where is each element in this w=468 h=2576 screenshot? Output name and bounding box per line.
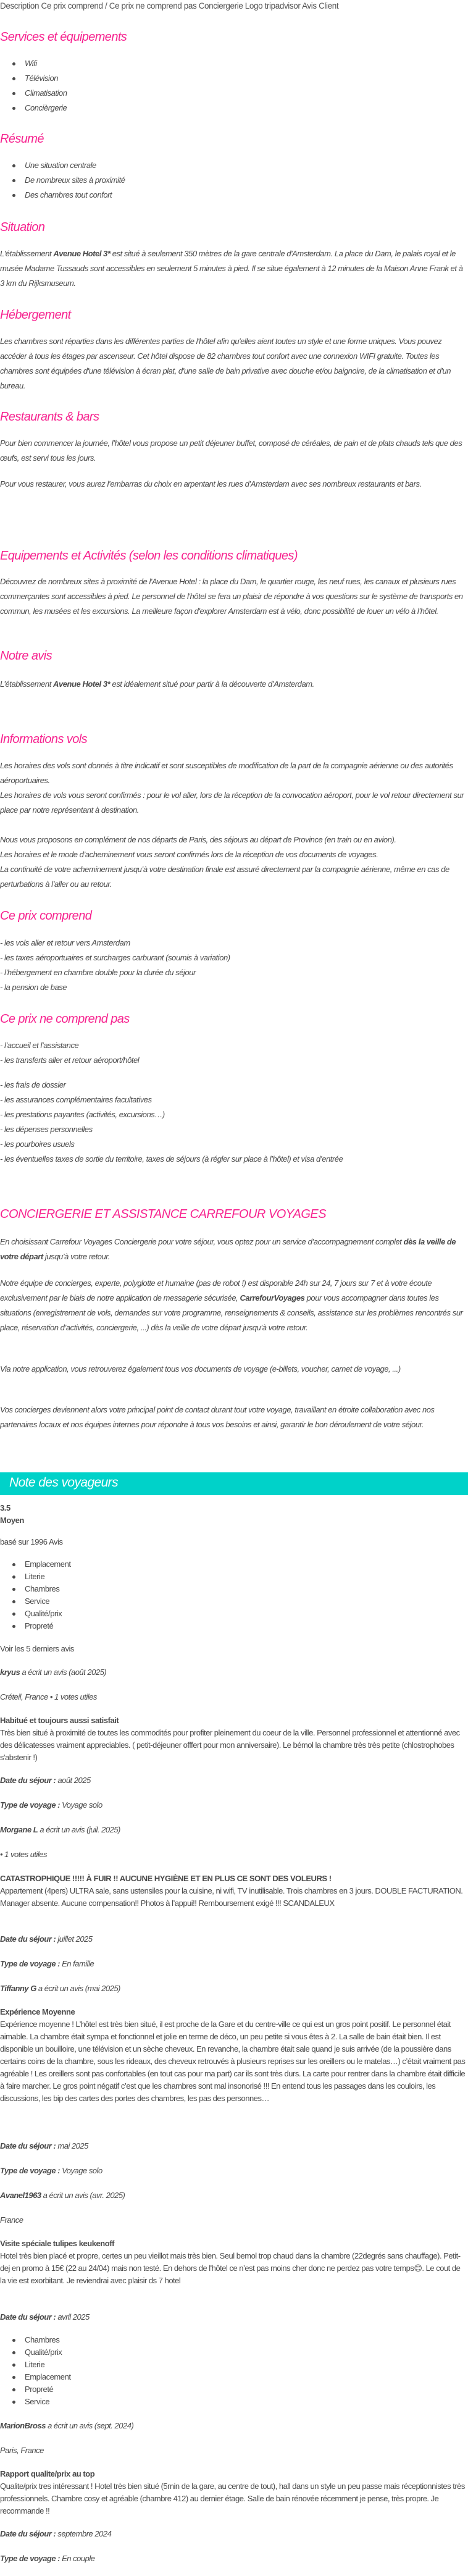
nav-description[interactable]: Description bbox=[0, 1, 40, 10]
criteria-item: Chambres bbox=[0, 2334, 71, 2346]
services-heading: Services et équipements bbox=[0, 30, 127, 44]
criteria-item: Literie bbox=[0, 2359, 71, 2371]
review-body: Appartement (4pers) ULTRA sale, sans ustensiles pour la cuisine, ni wifi, TV inutilisable. Trois chambres en 3 jours. DOUBLE FACTURATION. Manager absente. Aucune compensation!! Photos à l’appui!! Remboursement exigé !!! SCANDALEUX bbox=[0, 1886, 463, 1908]
review-trip-type: Type de voyage : Voyage solo bbox=[0, 1800, 102, 1810]
review-title: Rapport qualite/prix au top bbox=[0, 2469, 95, 2478]
hebergement-text: Les chambres sont réparties dans les différentes parties de l'hôtel afin qu'elles aient toutes un style et une forme uniques. Vous pouvez accéder à tous les étages par ascenseur. Cet hôtel dispose de 82 chambres tout confort avec une connexion WIFI gratuite. Toutes les chambres sont équipées d'une télévision à écran plat, d'une salle de bain privative avec douche et/ou baignoire, de la climatisation et d'un bureau. bbox=[0, 337, 451, 390]
conciergerie-text-1: En choisissant Carrefour Voyages Conciergerie pour votre séjour, vous optez pour un service d’accompagnement complet dès la veille de votre départ jusqu’à votre retour. bbox=[0, 1237, 456, 1261]
list-item: Des chambres tout confort bbox=[0, 188, 125, 203]
hotel-name: Avenue Hotel 3* bbox=[53, 679, 111, 689]
prix-comprend-item: - la pension de base bbox=[0, 983, 67, 992]
list-item: Télévision bbox=[0, 71, 67, 86]
review-title: Visite spéciale tulipes keukenoff bbox=[0, 2239, 115, 2248]
criteria-item: Chambres bbox=[0, 1583, 71, 1595]
review-score: 3.5 bbox=[0, 1503, 10, 1512]
restaurants-text-1: Pour bien commencer la journée, l’hôtel vous propose un petit déjeuner buffet, composé de céréales, de pain et de plats chauds tels que des œufs, est servi tous les jours. bbox=[0, 438, 462, 463]
carrefour-voyages-app: CarrefourVoyages bbox=[240, 1293, 305, 1303]
conciergerie-text-3: Via notre application, vous retrouverez également tous vos documents de voyage (e-billets, voucher, carnet de voyage, ...) bbox=[0, 1364, 401, 1374]
review-author: Tiffanny G bbox=[0, 1984, 36, 1993]
review-location: Créteil, France • 1 votes utiles bbox=[0, 1692, 97, 1701]
nav-tripadvisor-logo[interactable]: Logo tripadvisor bbox=[244, 1, 301, 10]
review-author: Morgane L bbox=[0, 1825, 38, 1834]
review-author-line: Morgane L a écrit un avis (juil. 2025) bbox=[0, 1825, 120, 1834]
prix-exclu-item: - les transferts aller et retour aéroport/hôtel bbox=[0, 1055, 140, 1065]
prix-exclu-item: - les pourboires usuels bbox=[0, 1139, 75, 1149]
prix-exclu-item: - les prestations payantes (activités, excursions…) bbox=[0, 1110, 165, 1119]
prix-exclu-item: - l’accueil et l’assistance bbox=[0, 1041, 79, 1050]
restaurants-heading: Restaurants & bars bbox=[0, 410, 99, 424]
situation-text: L'établissement Avenue Hotel 3* est situé à seulement 350 mètres de la gare centrale d'Amsterdam. La place du Dam, le palais royal et le musée Madame Tussauds sont accessibles en seulement 5 minutes à pied. Il se situe également à 12 minutes de la Maison Anne Frank et à 3 km du Rijksmuseum. bbox=[0, 249, 463, 288]
restaurants-text-2: Pour vous restaurer, vous aurez l’embarras du choix en arpentant les rues d’Amsterdam avec ses nombreux restaurants et bars. bbox=[0, 479, 422, 489]
equipements-text: Découvrez de nombreux sites à proximité de l'Avenue Hotel : la place du Dam, le quartier rouge, les neuf rues, les canaux et plusieurs rues commerçantes sont accessibles à pied. Le personnel de l'hôtel se fera un plaisir de répondre à vos questions sur le système de transports en commun, les musées et les excursions. La meilleure façon d'explorer Amsterdam est à vélo, donc possibilité de louer un vélo à l’hôtel. bbox=[0, 577, 463, 616]
review-body: Très bien situé à proximité de toutes les commodités pour profiter pleinement du coeur de la ville. Personnel professionnel et attentionné avec des délicatesses vraiment appreciables. ( petit-déjeuner offfert pour mon anniversaire). Le bémol la chambre très très petite (chlostrophobes s'abstenir !) bbox=[0, 1728, 460, 1762]
review-body: Qualite/prix tres intéressant ! Hotel très bien situé (5min de la gare, au centre de tout), hall dans un style un peu passe mais réceptionnistes très professionnels. Chambre cosy et agréable (chambre 412) au dernier étage. Salle de bain rénovée récemment je pense, très propre. Je recommande !! bbox=[0, 2482, 465, 2515]
review-rating-label: Moyen bbox=[0, 1516, 24, 1525]
reviews-header-bar bbox=[0, 1472, 468, 1495]
vols-text-2c: La continuité de votre acheminement jusqu’à votre destination finale est assuré directement par la compagnie aérienne, même en cas de perturbations à l’aller ou au retour. bbox=[0, 865, 449, 889]
hebergement-heading: Hébergement bbox=[0, 308, 71, 322]
review-author: MarionBross bbox=[0, 2421, 46, 2430]
review-author-line: MarionBross a écrit un avis (sept. 2024) bbox=[0, 2421, 134, 2430]
equipements-heading: Equipements et Activités (selon les conditions climatiques) bbox=[0, 549, 298, 563]
list-item: Climatisation bbox=[0, 86, 67, 101]
vols-text-1b: Les horaires de vols vous seront confirmés : pour le vol aller, lors de la réception de la convocation aéroport, pour le vol retour directement sur place par notre représentant à destination. bbox=[0, 791, 464, 815]
vols-text-2a: Nous vous proposons en complément de nos départs de Paris, des séjours au départ de Province (en train ou en avion). bbox=[0, 835, 396, 844]
criteria-item: Service bbox=[0, 1595, 71, 1608]
review-count: basé sur 1996 Avis bbox=[0, 1537, 63, 1546]
review-author-line: Avanel1963 a écrit un avis (avr. 2025) bbox=[0, 2191, 125, 2200]
prix-exclu-item: - les frais de dossier bbox=[0, 1080, 66, 1089]
prix-comprend-item: - l’hébergement en chambre double pour la durée du séjour bbox=[0, 968, 196, 977]
prix-exclu-item: - les assurances complémentaires facultatives bbox=[0, 1095, 152, 1104]
list-item: Une situation centrale bbox=[0, 158, 125, 173]
review-location: Paris, France bbox=[0, 2446, 44, 2455]
prix-ne-comprend-pas-heading: Ce prix ne comprend pas bbox=[0, 1012, 130, 1026]
review-author: kryus bbox=[0, 1668, 20, 1677]
vols-text-1a: Les horaires des vols sont donnés à titre indicatif et sont susceptibles de modification de la part de la compagnie aérienne ou des autorités aéroportuaires. bbox=[0, 761, 453, 785]
criteria-item: Service bbox=[0, 2396, 71, 2408]
review-title: Expérience Moyenne bbox=[0, 2007, 75, 2016]
prix-comprend-item: - les vols aller et retour vers Amsterdam bbox=[0, 938, 130, 947]
review-author-line: kryus a écrit un avis (août 2025) bbox=[0, 1668, 107, 1677]
reviews-heading: Note des voyageurs bbox=[9, 1475, 118, 1490]
review-body: Expérience moyenne ! L’hôtel est très bien situé, il est proche de la Gare et du centre-ville ce qui est un gros point positif. Le personnel était aimable. La chambre était sympa et fonctionnel et jolie en terme de déco, un peu petite si vous êtes à 2. La salle de bain était bien. Il est disponible un bouilloire, une télévision et un sèche cheveux. En revanche, la chambre était sale quand je suis arrivée (de la poussière dans certains coins de la chambre, sous les rideaux, des cheveux retrouvés à plusieurs reprises sur les oreillers ou le matelas…) c’était vraiment pas agréable ! Les oreillers sont pas confortables (en tout cas pour ma part) car ils sont très durs. La carte pour rentrer dans la chambre était difficile à faire marcher. Le gros point négatif c’est que les chambres sont mal insonorisé !!! En entend tous les passages dans les couloirs, les discussions, les bip des cartes des portes des chambres, les pas des personnes… bbox=[0, 2020, 466, 2103]
notre-avis-heading: Notre avis bbox=[0, 649, 52, 663]
conciergerie-text-2: Notre équipe de concierges, experte, polyglotte et humaine (pas de robot !) est disponible 24h sur 24, 7 jours sur 7 et à votre écoute exclusivement par le biais de notre application de messagerie sécurisée, CarrefourVoyages pour vous accompagner dans toutes les situations (enregistrement de vols, demandes sur votre programme, renseignements & conseils, assistance sur les problèmes rencontrés sur place, réservation d’activités, conciergerie, ...) dès la veille de votre départ jusqu’à votre retour. bbox=[0, 1278, 463, 1332]
list-item: Concièrgerie bbox=[0, 101, 67, 115]
hotel-name: Avenue Hotel 3* bbox=[53, 249, 111, 258]
conciergerie-heading: CONCIERGERIE ET ASSISTANCE CARREFOUR VOYAGES bbox=[0, 1207, 327, 1221]
list-item: De nombreux sites à proximité bbox=[0, 173, 125, 188]
notre-avis-text: L’établissement Avenue Hotel 3* est idéalement situé pour partir à la découverte d’Amsterdam. bbox=[0, 679, 314, 689]
informations-vols-heading: Informations vols bbox=[0, 732, 87, 746]
criteria-item: Emplacement bbox=[0, 1558, 71, 1571]
review-criteria-list bbox=[0, 2334, 71, 2408]
list-item: Wifi bbox=[0, 56, 67, 71]
review-stay-date: Date du séjour : septembre 2024 bbox=[0, 2529, 112, 2538]
review-trip-type: Type de voyage : Voyage solo bbox=[0, 2166, 102, 2175]
review-author-line: Tiffanny G a écrit un avis (mai 2025) bbox=[0, 1984, 120, 1993]
nav-conciergerie[interactable]: Conciergerie bbox=[198, 1, 243, 10]
review-title: CATASTROPHIQUE !!!!! À FUIR !! AUCUNE HYGIÈNE ET EN PLUS CE SONT DES VOLEURS ! bbox=[0, 1874, 332, 1883]
review-location: • 1 votes utiles bbox=[0, 1850, 48, 1859]
nav-avis-client[interactable]: Avis Client bbox=[302, 1, 339, 10]
top-nav bbox=[0, 1, 338, 10]
review-stay-date: Date du séjour : mai 2025 bbox=[0, 2141, 88, 2150]
review-stay-date: Date du séjour : juillet 2025 bbox=[0, 1934, 93, 1944]
vols-text-2b: Les horaires et le mode d’acheminement vous seront confirmés lors de la réception de vos documents de voyages. bbox=[0, 850, 378, 859]
services-list bbox=[0, 56, 67, 115]
review-body: Hotel très bien placé et propre, certes un peu vieillot mais très bien. Seul bemol trop chaud dans la chambre (22degrés sans chauffage). Petit-dej en promo à 15€ (22 au 24/04) mais non testé. En dehors de l'hôtel ce n’est pas moins cher donc ne perdez pas votre temps😊. Le cout de la vie est exorbitant. Je reviendrai avec plaisir ds 7 hotel bbox=[0, 2251, 461, 2285]
review-title: Habitué et toujours aussi satisfait bbox=[0, 1716, 119, 1725]
nav-prix[interactable]: Ce prix comprend / Ce prix ne comprend pas bbox=[41, 1, 197, 10]
resume-list bbox=[0, 158, 125, 203]
criteria-item: Propreté bbox=[0, 2383, 71, 2396]
review-trip-type: Type de voyage : En famille bbox=[0, 1959, 94, 1968]
criteria-item: Qualité/prix bbox=[0, 2346, 71, 2359]
criteria-item: Qualité/prix bbox=[0, 1608, 71, 1620]
criteria-item: Propreté bbox=[0, 1620, 71, 1632]
review-location: France bbox=[0, 2215, 23, 2225]
conciergerie-text-4: Vos concierges deviennent alors votre principal point de contact durant tout votre voyage, travaillant en étroite collaboration avec nos partenaires locaux et nos équipes internes pour répondre à tous vos besoins et ainsi, garantir le bon déroulement de votre séjour. bbox=[0, 1405, 435, 1429]
review-stay-date: Date du séjour : avril 2025 bbox=[0, 2312, 90, 2322]
review-author: Avanel1963 bbox=[0, 2191, 41, 2200]
criteria-item: Literie bbox=[0, 1571, 71, 1583]
prix-exclu-item: - les éventuelles taxes de sortie du territoire, taxes de séjours (à régler sur place à l’hôtel) et visa d’entrée bbox=[0, 1154, 343, 1164]
see-last-reviews-link[interactable]: Voir les 5 derniers avis bbox=[0, 1644, 74, 1653]
prix-exclu-item: - les dépenses personnelles bbox=[0, 1125, 93, 1134]
criteria-item: Emplacement bbox=[0, 2371, 71, 2383]
resume-heading: Résumé bbox=[0, 132, 44, 146]
criteria-list bbox=[0, 1558, 71, 1632]
prix-comprend-heading: Ce prix comprend bbox=[0, 909, 92, 923]
prix-comprend-item: - les taxes aéroportuaires et surcharges carburant (soumis à variation) bbox=[0, 953, 230, 962]
situation-heading: Situation bbox=[0, 220, 45, 234]
review-stay-date: Date du séjour : août 2025 bbox=[0, 1776, 91, 1785]
review-trip-type: Type de voyage : En couple bbox=[0, 2554, 95, 2563]
